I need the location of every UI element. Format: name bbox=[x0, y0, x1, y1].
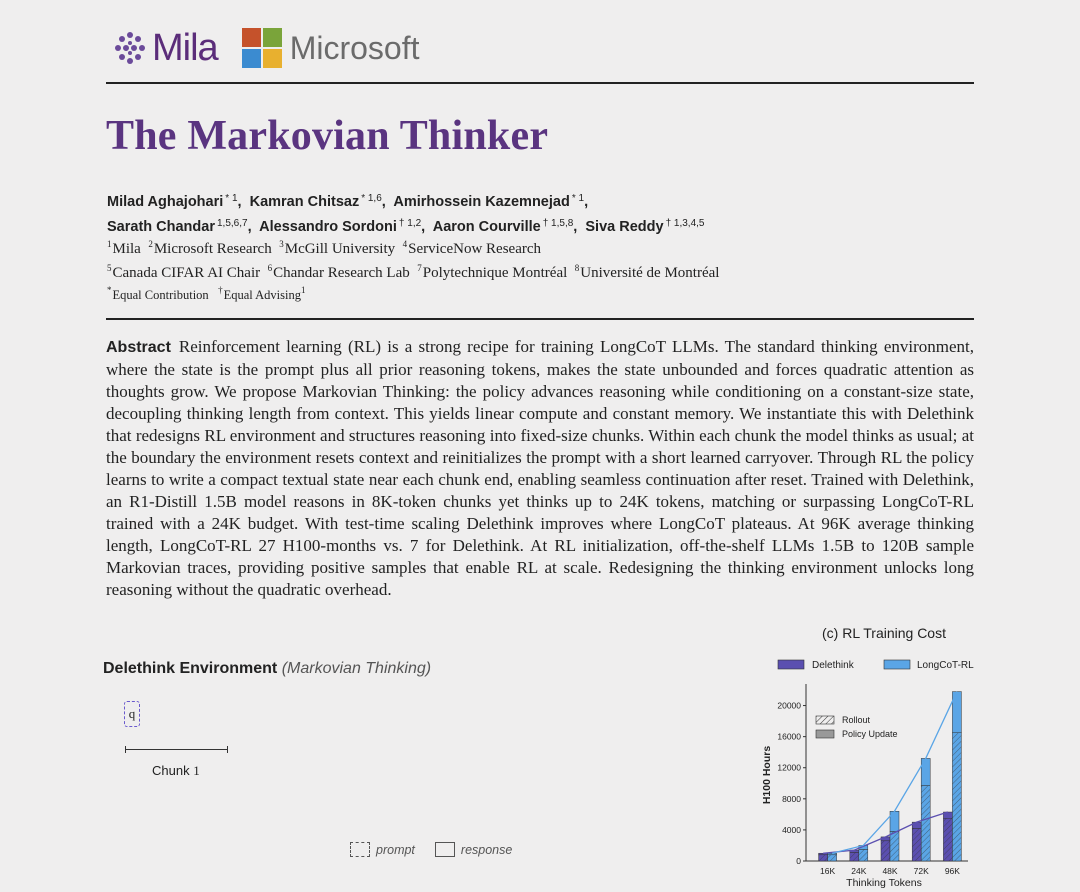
affiliation-number: 8 bbox=[574, 263, 580, 273]
note-mark: * bbox=[107, 285, 112, 295]
y-tick-label: 8000 bbox=[782, 793, 801, 804]
bar-rollout-hatch bbox=[881, 841, 890, 861]
chunk-span-line bbox=[125, 749, 228, 750]
legend-rollout: Rollout bbox=[842, 715, 871, 725]
paper-title: The Markovian Thinker bbox=[106, 113, 549, 159]
affiliation-list bbox=[107, 235, 719, 283]
abstract-heading: Abstract bbox=[106, 339, 171, 356]
author-name: Sarath Chandar bbox=[107, 219, 215, 235]
bar-rollout-hatch bbox=[921, 786, 930, 861]
author-line-1: Milad Aghajohari $^{* 1}$, Kamran Chitsaz $^{* 1,6}$, Amirhossein Kazemnejad $^{* 1}$, bbox=[107, 193, 589, 210]
bar-rollout-hatch bbox=[850, 852, 859, 861]
affiliation-line-2 bbox=[107, 259, 719, 283]
note-sup: 1 bbox=[301, 285, 306, 295]
header-logos bbox=[112, 26, 419, 70]
y-tick-label: 0 bbox=[796, 856, 801, 866]
legend-policy-update: Policy Update bbox=[842, 729, 898, 739]
affiliation-number: 7 bbox=[417, 263, 422, 273]
legend-swatch-rollout bbox=[816, 716, 834, 724]
affiliation-number: 3 bbox=[279, 239, 284, 249]
bar-rollout-hatch bbox=[828, 855, 837, 861]
author-name: Aaron Courville bbox=[432, 219, 541, 235]
author-name: Amirhossein Kazemnejad bbox=[393, 194, 570, 210]
affiliation-number: 2 bbox=[148, 239, 153, 249]
affiliation-name: Polytechnique Montréal bbox=[422, 265, 568, 281]
author-marks: * 1 bbox=[571, 193, 585, 204]
x-tick-label: 24K bbox=[851, 866, 867, 876]
abstract-text: Reinforcement learning (RL) is a strong recipe for training LongCoT LLMs. The standard thinking environment, where the state is the prompt plus all prior reasoning tokens, makes the state unbounded and forces quadratic attention as thoughts grow. We propose Markovian Thinking: the policy advances reasoning while conditioning on a constant-size state, decoupling thinking length from context. This yields linear compute and constant memory. We instantiate this with Delethink that redesigns RL environment and structures reasoning into fixed-size chunks. Within each chunk the model thinks as usual; at the boundary the environment resets context and reinitializes the prompt with a short learned carryover. Through RL the policy learns to write a compact textual state near each chunk end, enabling seamless continuation after reset. Trained with Delethink, an R1-Distill 1.5B model reasons in 8K-token chunks yet thinks up to 24K tokens, matching or surpassing LongCoT-RL trained with a 24K budget. With test-time scaling Delethink improves where LongCoT plateaus. At 96K average thinking length, LongCoT-RL 27 H100-months vs. 7 for Delethink. At RL initialization, off-the-shelf LLMs 1.5B to 120B sample Markovian traces, providing positive samples that enable RL at scale. Redesigning the thinking environment unlocks long reasoning without the quadratic overhead. bbox=[106, 337, 974, 599]
affiliation-name: ServiceNow Research bbox=[408, 241, 542, 257]
x-axis-label: Thinking Tokens bbox=[846, 877, 922, 889]
author-line-2: Sarath Chandar $^{1,5,6,7}$, Alessandro Sordoni $^{\dagger 1,2}$, Aaron Courville $^{\dagger 1,5,8}$, Siva Reddy $^{\dagger 1,3,4,5}$ bbox=[107, 218, 705, 235]
bar-rollout-hatch bbox=[819, 855, 828, 861]
y-tick-label: 20000 bbox=[777, 700, 801, 711]
top-rule bbox=[106, 82, 974, 84]
response-swatch-icon bbox=[435, 842, 455, 857]
affiliation-line-1 bbox=[107, 235, 719, 259]
y-tick-label: 16000 bbox=[777, 731, 801, 742]
author-list bbox=[107, 188, 704, 238]
abstract bbox=[106, 336, 974, 601]
abstract-rule bbox=[106, 318, 974, 320]
y-tick-label: 4000 bbox=[782, 824, 801, 835]
chunk-number: 1 bbox=[193, 763, 200, 778]
rl-training-cost-chart bbox=[756, 618, 988, 892]
x-tick-label: 72K bbox=[913, 866, 929, 876]
author-name: Kamran Chitsaz bbox=[249, 194, 360, 210]
author-marks: 1,5,6,7 bbox=[216, 218, 248, 229]
equal-advising-note: Equal Advising bbox=[223, 288, 301, 302]
legend-delethink: Delethink bbox=[812, 660, 854, 671]
microsoft-wordmark: Microsoft bbox=[289, 29, 420, 66]
author-marks: † 1,5,8 bbox=[542, 218, 574, 229]
legend-swatch-policy-update bbox=[816, 730, 834, 738]
bar-rollout-hatch bbox=[859, 849, 868, 861]
chunk-label-text: Chunk bbox=[152, 763, 190, 778]
microsoft-squares-icon bbox=[242, 28, 282, 68]
affiliation-name: Microsoft Research bbox=[153, 241, 272, 257]
affiliation-number: 5 bbox=[107, 263, 112, 273]
bar-rollout-hatch bbox=[943, 818, 952, 861]
legend-swatch-delethink bbox=[778, 660, 804, 669]
author-marks: * 1 bbox=[225, 193, 238, 204]
chart-title: (c) RL Training Cost bbox=[822, 625, 946, 641]
bar-rollout-hatch bbox=[912, 828, 921, 861]
bar-policy-update bbox=[828, 853, 837, 855]
bar-rollout-hatch bbox=[952, 733, 961, 861]
footnote-marks bbox=[107, 285, 307, 303]
mila-wordmark: Mila bbox=[152, 26, 218, 69]
y-tick-label: 12000 bbox=[777, 762, 801, 773]
affiliation-name: Mila bbox=[112, 241, 141, 257]
note-mark: † bbox=[218, 285, 223, 295]
figure-env-title bbox=[103, 660, 431, 678]
legend-longcot: LongCoT-RL bbox=[917, 660, 974, 671]
mila-logo bbox=[112, 27, 218, 70]
author-marks: † 1,2 bbox=[398, 218, 422, 229]
affiliation-number: 4 bbox=[402, 239, 408, 249]
author-name: Milad Aghajohari bbox=[107, 194, 224, 210]
prompt-swatch-icon bbox=[350, 842, 370, 857]
author-name: Alessandro Sordoni bbox=[259, 219, 397, 235]
y-axis-label: H100 Hours bbox=[761, 745, 773, 805]
affiliation-name: Chandar Research Lab bbox=[273, 265, 410, 281]
legend-prompt: prompt bbox=[376, 842, 415, 857]
x-tick-label: 48K bbox=[882, 866, 898, 876]
query-token-box: q bbox=[124, 701, 140, 727]
legend-response: response bbox=[460, 842, 513, 857]
x-tick-label: 96K bbox=[944, 866, 960, 876]
microsoft-logo bbox=[242, 28, 420, 68]
affiliation-number: 1 bbox=[107, 239, 112, 249]
legend-swatch-longcot bbox=[884, 660, 910, 669]
author-name: Siva Reddy bbox=[585, 219, 664, 235]
x-tick-label: 16K bbox=[820, 866, 836, 876]
affiliation-name: McGill University bbox=[284, 241, 396, 257]
equal-contribution-note: Equal Contribution bbox=[112, 288, 209, 302]
affiliation-name: Canada CIFAR AI Chair bbox=[112, 265, 261, 281]
affiliation-number: 6 bbox=[267, 263, 273, 273]
env-subtitle: (Markovian Thinking) bbox=[281, 660, 432, 677]
env-title: Delethink Environment bbox=[103, 660, 278, 677]
author-marks: † 1,3,4,5 bbox=[665, 218, 705, 229]
mila-dots-icon bbox=[112, 30, 148, 66]
author-marks: * 1,6 bbox=[361, 193, 382, 204]
bar-rollout-hatch bbox=[890, 831, 899, 861]
figure-legend bbox=[350, 842, 512, 857]
chunk-label bbox=[152, 763, 200, 779]
affiliation-name: Université de Montréal bbox=[580, 265, 720, 281]
